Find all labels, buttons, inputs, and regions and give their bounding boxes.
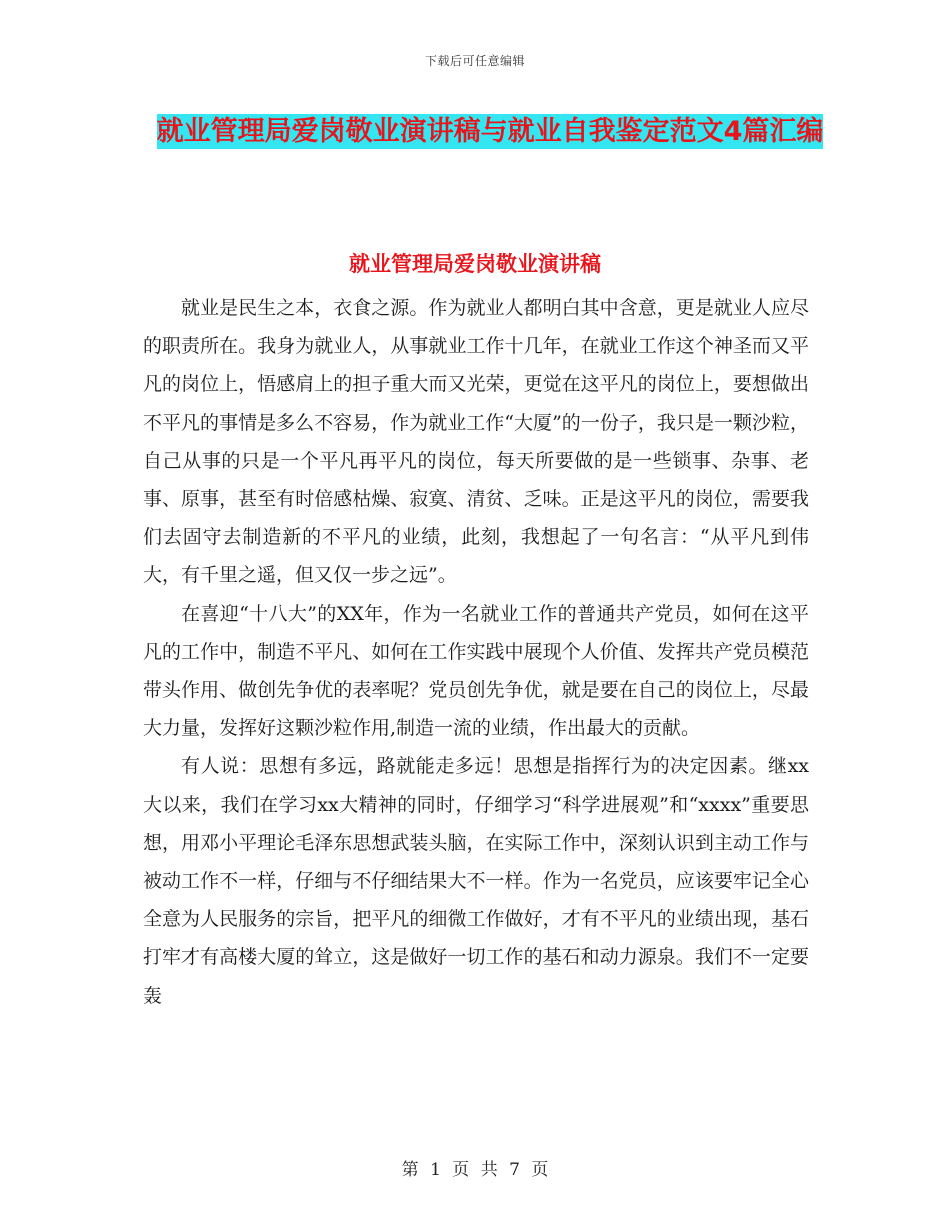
header-note: 下载后可任意编辑 — [424, 54, 525, 68]
paragraph: 在喜迎“十八大”的XX年，作为一名就业工作的普通共产党员，如何在这平凡的工作中，制造不平凡、如何在工作实践中展现个人价值、发挥共产党员模范带头作用、做创先争优的表率呢？党员创先争优，就是要在自己的岗位上，尽最大力量，发挥好这颗沙粒作用,制造一流的业绩，作出最大的贡献。 — [143, 602, 809, 740]
paragraph: 就业是民生之本，衣食之源。作为就业人都明白其中含意，更是就业人应尽的职责所在。我身为就业人，从事就业工作十几年，在就业工作这个神圣而又平凡的岗位上，悟感肩上的担子重大而又光荣，更觉在这平凡的岗位上，要想做出不平凡的事情是多么不容易，作为就业工作“大厦”的一份子，我只是一颗沙粒，自己从事的只是一个平凡再平凡的岗位，每天所要做的是一些锁事、杂事、老事、原事，甚至有时倍感枯燥、寂寞、清贫、乏味。正是这平凡的岗位，需要我们去固守去制造新的不平凡的业绩，此刻，我想起了一句名言：“从平凡到伟大，有千里之遥，但又仅一步之远”。 — [143, 297, 809, 587]
document-title — [150, 110, 830, 154]
page-number-footer: 第 1 页 共 7 页 — [401, 1160, 549, 1180]
paragraph: 有人说：思想有多远，路就能走多远！思想是指挥行为的决定因素。继xx大以来，我们在学习xx大精神的同时，仔细学习“科学进展观”和“xxxx”重要思想，用邓小平理论毛泽东思想武装头脑，在实际工作中，深刻认识到主动工作与被动工作不一样，仔细与不仔细结果大不一样。作为一名党员，应该要牢记全心全意为人民服务的宗旨，把平凡的细微工作做好，才有不平凡的业绩出现，基石打牢才有高楼大厦的耸立，这是做好一切工作的基石和动力源泉。我们不一定要轰 — [143, 755, 809, 1007]
document-body — [143, 289, 809, 1015]
section-title: 就业管理局爱岗敬业演讲稿 — [349, 252, 601, 276]
document-title-text: 就业管理局爱岗敬业演讲稿与就业自我鉴定范文4篇汇编 — [156, 116, 824, 147]
